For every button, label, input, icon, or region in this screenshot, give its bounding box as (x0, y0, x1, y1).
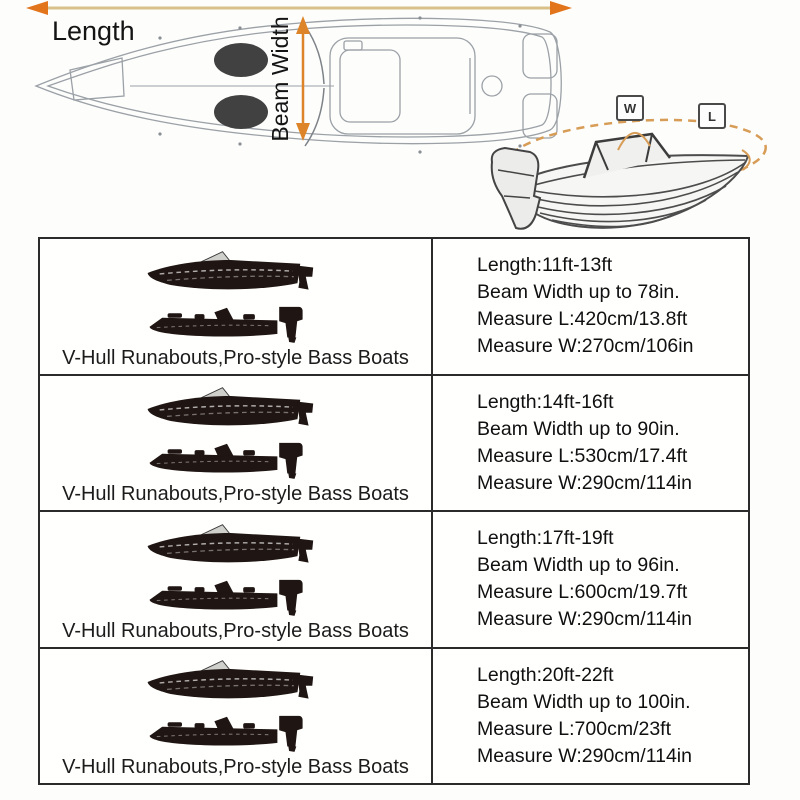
spec-length: Length:14ft-16ft (477, 390, 614, 413)
boat-type-caption: V-Hull Runabouts,Pro-style Bass Boats (62, 346, 409, 369)
covered-boat-drawing (492, 112, 768, 229)
runabout-silhouette-icon (143, 248, 328, 298)
size-table (38, 237, 750, 785)
spec-measure-w: Measure W:290cm/114in (477, 471, 692, 494)
spec-measure-w: Measure W:270cm/106in (477, 335, 694, 358)
spec-measure-l: Measure L:530cm/17.4ft (477, 444, 688, 467)
spec-beam: Beam Width up to 90in. (477, 417, 680, 440)
bass-boat-silhouette-icon (146, 303, 326, 345)
size-spec-cell (433, 376, 748, 511)
bass-boat-silhouette-icon (146, 712, 326, 754)
length-arrow (26, 1, 572, 15)
spec-length: Length:11ft-13ft (477, 254, 613, 277)
spec-beam: Beam Width up to 96in. (477, 554, 680, 577)
size-spec-cell (433, 512, 748, 647)
boat-type-caption: V-Hull Runabouts,Pro-style Bass Boats (62, 483, 409, 505)
boat-type-cell (40, 512, 433, 647)
boat-type-caption: V-Hull Runabouts,Pro-style Bass Boats (62, 619, 409, 642)
spec-length: Length:20ft-22ft (477, 663, 614, 686)
boat-type-caption: V-Hull Runabouts,Pro-style Bass Boats (62, 756, 409, 778)
boat-type-cell (40, 649, 433, 784)
table-row (40, 510, 748, 647)
size-spec-cell (433, 649, 748, 784)
runabout-silhouette-icon (143, 657, 328, 707)
bass-boat-silhouette-icon (146, 439, 326, 481)
size-spec-cell (433, 239, 748, 374)
table-row (40, 647, 748, 784)
beam-width-arrow (296, 16, 310, 141)
runabout-silhouette-icon (143, 384, 328, 434)
spec-measure-l: Measure L:420cm/13.8ft (477, 308, 688, 331)
spec-beam: Beam Width up to 78in. (477, 281, 680, 304)
boat-type-cell (40, 376, 433, 511)
table-row (40, 239, 748, 374)
measurement-diagram (0, 0, 800, 236)
beam-width-label: Beam Width (267, 16, 293, 142)
spec-measure-w: Measure W:290cm/114in (477, 744, 692, 767)
length-label: Length (52, 16, 135, 46)
cover-width-badge: W (616, 95, 644, 121)
cover-length-badge: L (698, 103, 726, 129)
spec-measure-l: Measure L:700cm/23ft (477, 717, 672, 740)
table-row (40, 374, 748, 511)
boat-type-cell (40, 239, 433, 374)
spec-measure-l: Measure L:600cm/19.7ft (477, 581, 688, 604)
bass-boat-silhouette-icon (146, 576, 326, 618)
spec-beam: Beam Width up to 100in. (477, 690, 691, 713)
runabout-silhouette-icon (143, 521, 328, 571)
spec-length: Length:17ft-19ft (477, 527, 614, 550)
spec-measure-w: Measure W:290cm/114in (477, 608, 692, 631)
